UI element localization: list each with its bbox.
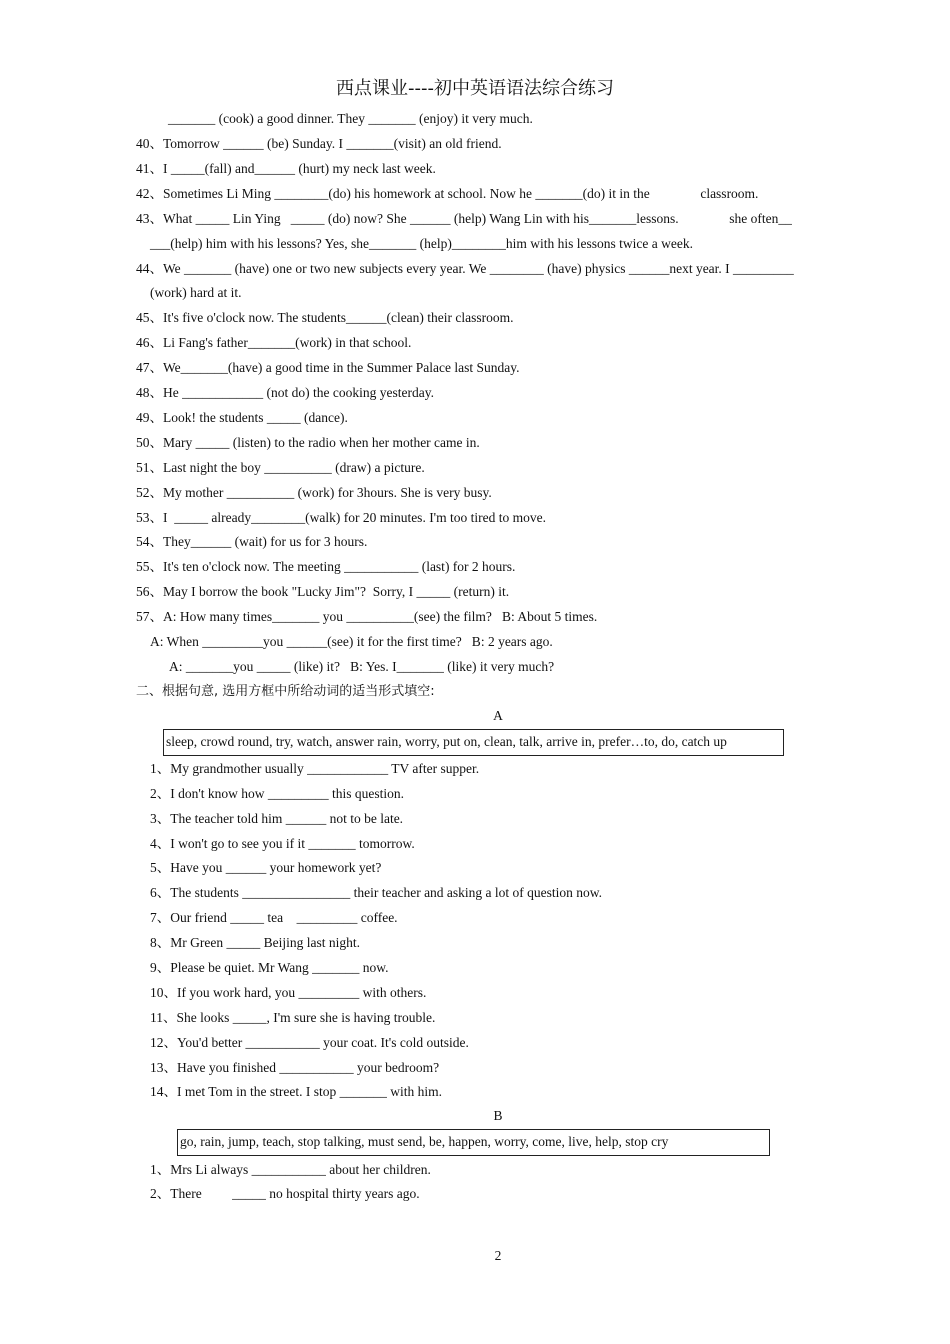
section-b-label: B [493, 1108, 503, 1123]
list-item: 9、Please be quiet. Mr Wang _______ now. [150, 960, 389, 975]
list-item: 10、If you work hard, you _________ with others. [150, 985, 427, 1000]
exercise-line: (work) hard at it. [150, 285, 242, 300]
word-box-a: sleep, crowd round, try, watch, answer rain, worry, put on, clean, talk, arrive in, prefer…to, do, catch up [163, 729, 784, 756]
exercise-line: _______ (cook) a good dinner. They _______ (enjoy) it very much. [168, 111, 533, 126]
exercise-line: 55、It's ten o'clock now. The meeting ___________ (last) for 2 hours. [136, 559, 516, 574]
exercise-line: ___(help) him with his lessons? Yes, she_______ (help)________him with his lessons twice a week. [150, 236, 693, 251]
exercise-line: 44、We _______ (have) one or two new subjects every year. We ________ (have) physics ______next year. I _________ [136, 261, 794, 276]
exercise-line: 50、Mary _____ (listen) to the radio when her mother came in. [136, 435, 480, 450]
exercise-line: 45、It's five o'clock now. The students______(clean) their classroom. [136, 310, 514, 325]
exercise-line: A: When _________you ______(see) it for the first time? B: 2 years ago. [150, 634, 553, 649]
exercise-line: 57、A: How many times_______ you __________(see) the film? B: About 5 times. [136, 609, 598, 624]
list-item: 8、Mr Green _____ Beijing last night. [150, 935, 360, 950]
exercise-line: 48、He ____________ (not do) the cooking yesterday. [136, 385, 434, 400]
exercise-line: 46、Li Fang's father_______(work) in that school. [136, 335, 412, 350]
exercise-line: 42、Sometimes Li Ming ________(do) his homework at school. Now he _______(do) it in the classroom. [136, 186, 759, 201]
list-item: 4、I won't go to see you if it _______ tomorrow. [150, 836, 415, 851]
exercise-line: 47、We_______(have) a good time in the Summer Palace last Sunday. [136, 360, 520, 375]
exercise-line: 43、What _____ Lin Ying _____ (do) now? She ______ (help) Wang Lin with his_______lessons. she often__ [136, 211, 792, 226]
list-item: 7、Our friend _____ tea _________ coffee. [150, 910, 398, 925]
exercise-line: 53、I _____ already________(walk) for 20 minutes. I'm too tired to move. [136, 510, 546, 525]
list-item: 5、Have you ______ your homework yet? [150, 860, 382, 875]
list-item: 12、You'd better ___________ your coat. It's cold outside. [150, 1035, 469, 1050]
exercise-line: 54、They______ (wait) for us for 3 hours. [136, 534, 368, 549]
list-item: 11、She looks _____, I'm sure she is having trouble. [150, 1010, 436, 1025]
exercise-line: 41、I _____(fall) and______ (hurt) my neck last week. [136, 161, 436, 176]
list-item: 2、There _____ no hospital thirty years ago. [150, 1186, 420, 1201]
list-item: 1、My grandmother usually ____________ TV after supper. [150, 761, 480, 776]
exercise-line: 40、Tomorrow ______ (be) Sunday. I _______(visit) an old friend. [136, 136, 502, 151]
section-a-label: A [493, 708, 503, 723]
list-item: 13、Have you finished ___________ your bedroom? [150, 1060, 440, 1075]
list-item: 14、I met Tom in the street. I stop _______ with him. [150, 1084, 443, 1099]
list-item: 1、Mrs Li always ___________ about her children. [150, 1162, 431, 1177]
list-item: 3、The teacher told him ______ not to be late. [150, 811, 404, 826]
exercise-line: 51、Last night the boy __________ (draw) a picture. [136, 460, 425, 475]
page-title: 西点课业----初中英语语法综合练习 [336, 78, 614, 99]
exercise-line: 56、May I borrow the book "Lucky Jim"? Sorry, I _____ (return) it. [136, 584, 510, 599]
page-number: 2 [494, 1248, 502, 1263]
section-heading: 二、根据句意, 选用方框中所给动词的适当形式填空: [136, 684, 435, 699]
list-item: 2、I don't know how _________ this question. [150, 786, 405, 801]
exercise-line: 49、Look! the students _____ (dance). [136, 410, 348, 425]
word-box-b: go, rain, jump, teach, stop talking, must send, be, happen, worry, come, live, help, stop cry [177, 1129, 770, 1156]
exercise-line: A: _______you _____ (like) it? B: Yes. I_______ (like) it very much? [169, 659, 555, 674]
exercise-line: 52、My mother __________ (work) for 3hours. She is very busy. [136, 485, 492, 500]
list-item: 6、The students ________________ their teacher and asking a lot of question now. [150, 885, 603, 900]
